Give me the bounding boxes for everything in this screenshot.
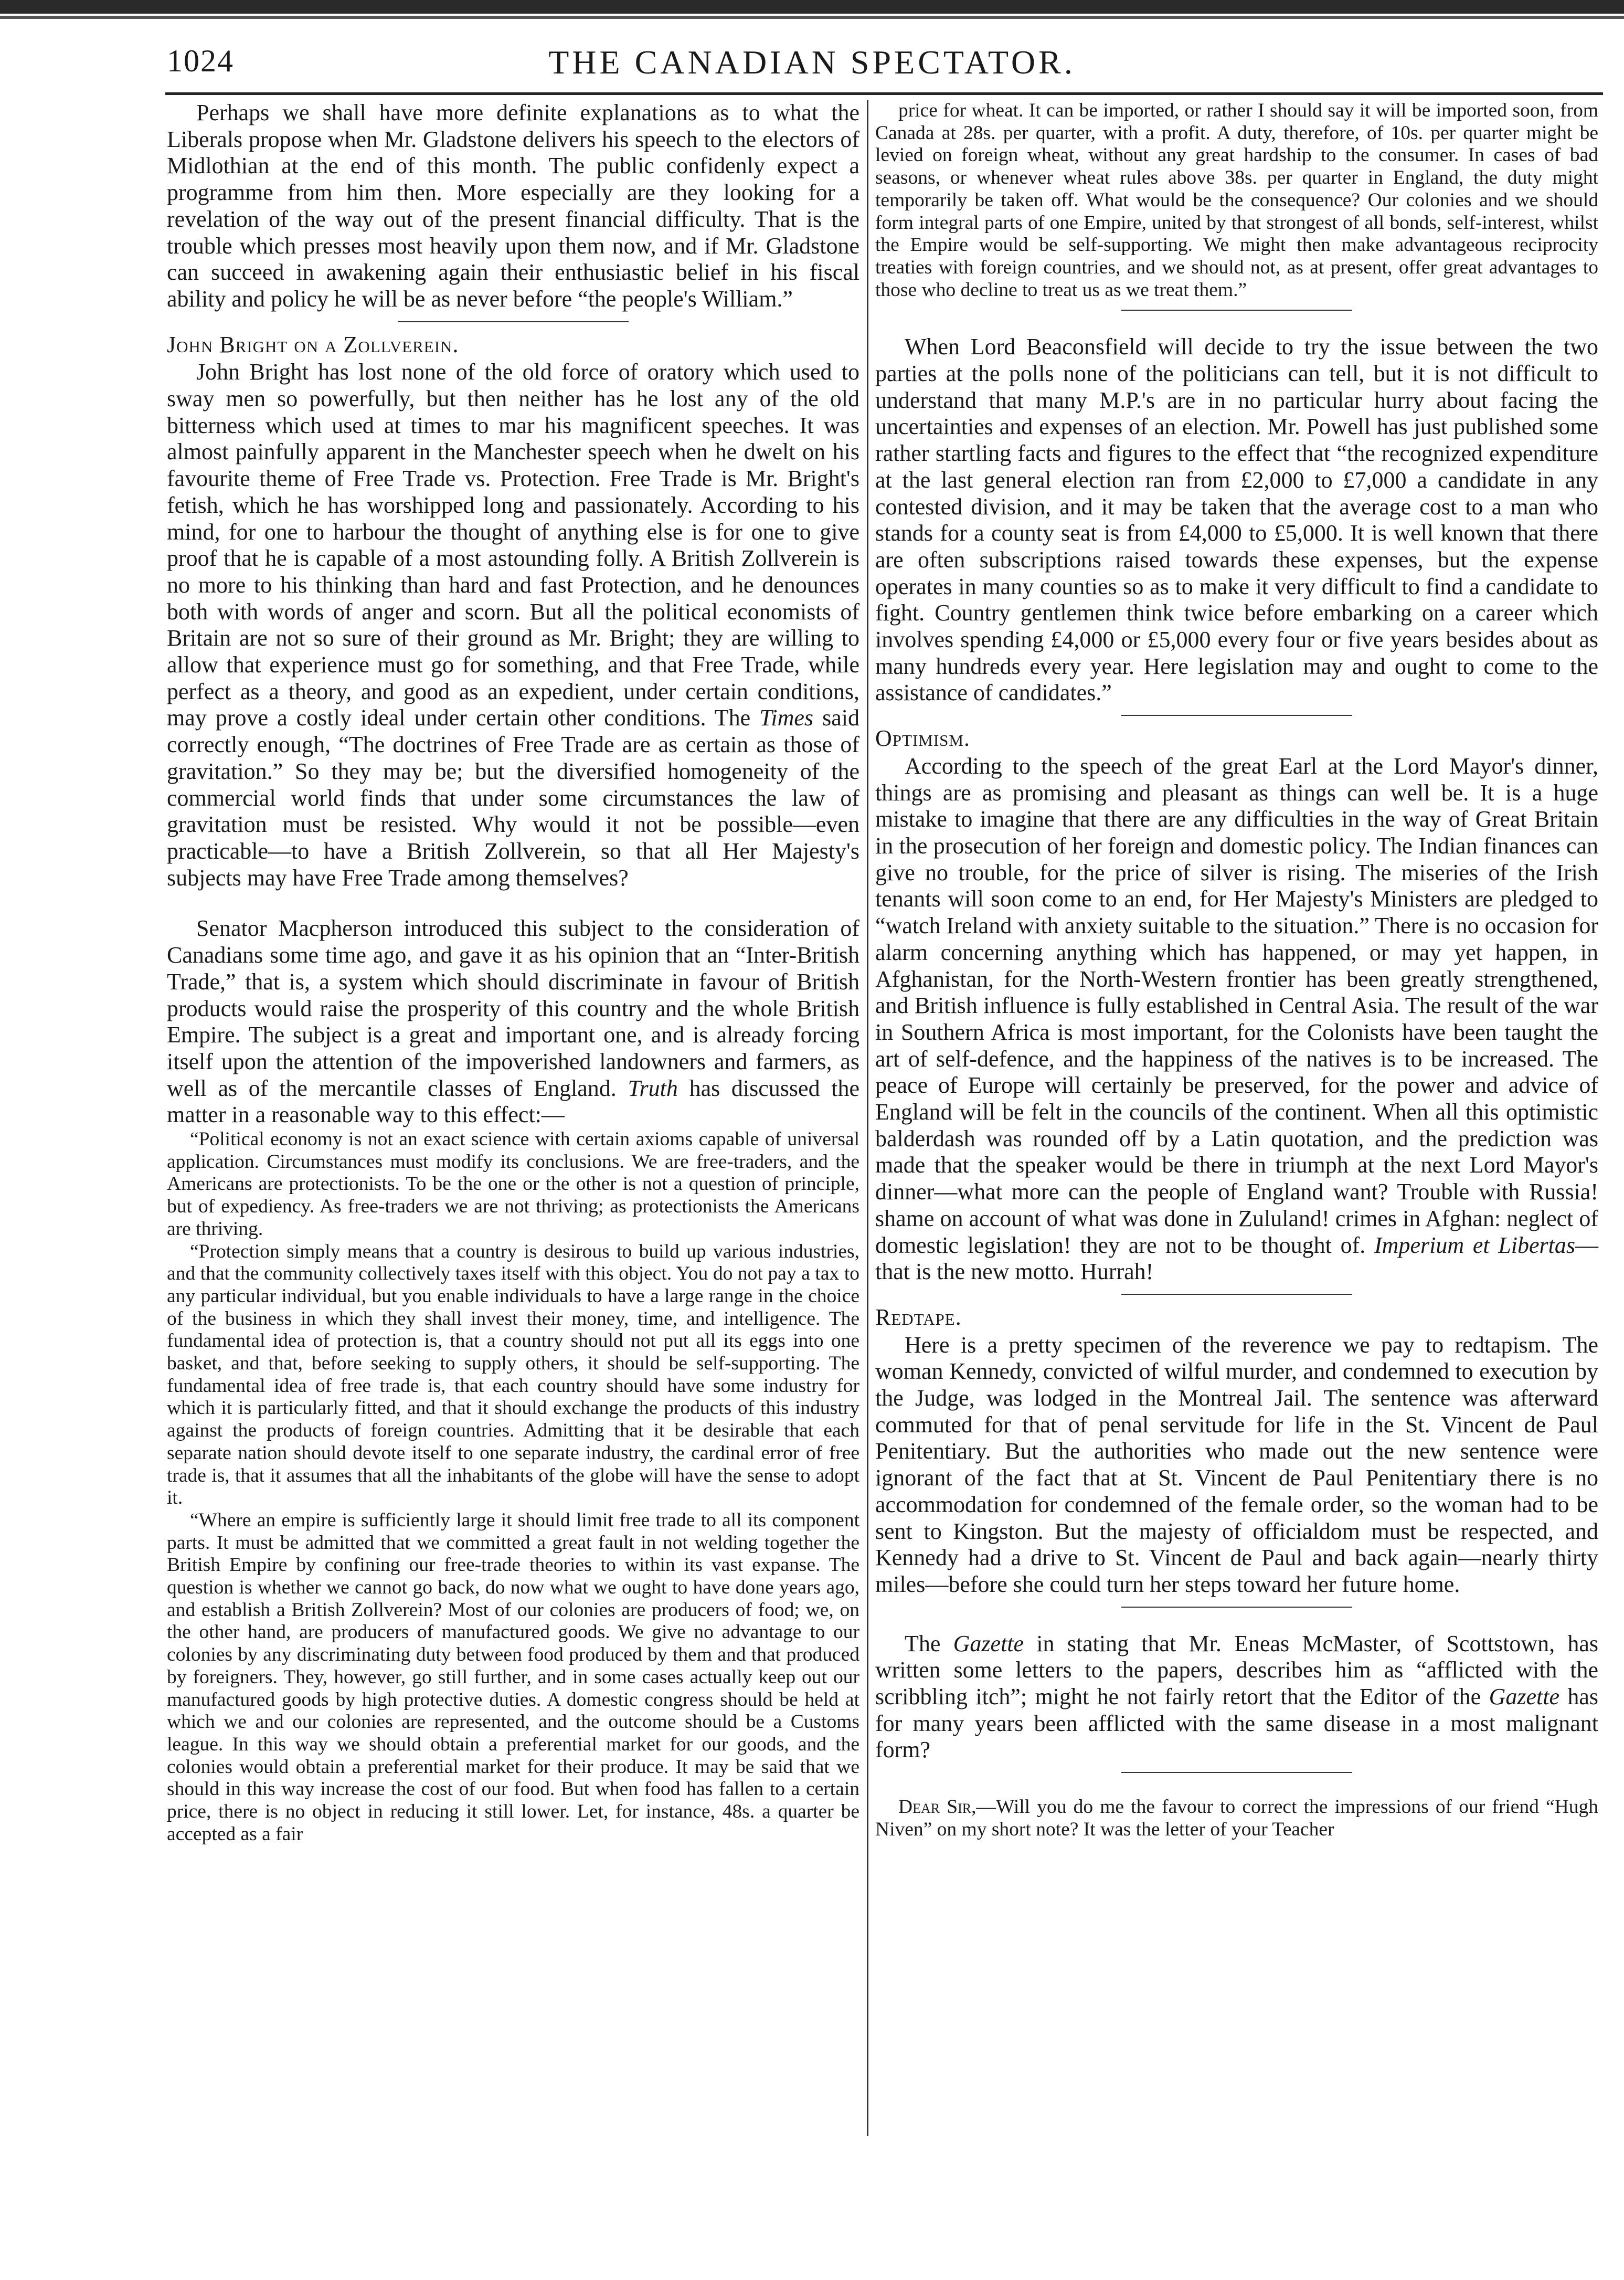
paragraph-gazette: The Gazette in stating that Mr. Eneas McMaster, of Scottstown, has written some letters to the papers, describes him as “afflicted with the scribbling itch”; might he not fairly retort that the Editor of the Gazette has for many years been afflicted with the same disease in a most malignant form? — [875, 1630, 1599, 1763]
heading-optimism: Optimism. — [875, 725, 970, 752]
left-column — [167, 100, 859, 1846]
paragraph-macpherson: Senator Macpherson introduced this subject to the consideration of Canadians some time ago, and gave it as his opinion that an “Inter-British Trade,” that is, a system which should discriminate in favour of British products would raise the prosperity of this country and the whole British Empire. The subject is a great and important one, and is already forcing itself upon the attention of the impoverished landowners and farmers, as well as of the mercantile classes of England. Truth has discussed the matter in a reasonable way to this effect:— — [167, 915, 860, 1128]
quote-protection: “Protection simply means that a country is desirous to build up various industries, and that the community collectively taxes itself with this object. You do not pay a tax to any particular individual, but you enable individuals to have a large range in the choice of the business in which they shall invest their money, time, and intelligence. The fundamental idea of protection is, that a country should not put all its eggs into one basket, and that, before seeking to supply others, it should be self-supporting. The fundamental idea of free trade is, that each country should have some industry for which it is particularly fitted, and that it should exchange the products of this industry against the products of foreign countries. Admitting that it be desirable that each separate nation should devote itself to one separate industry, the cardinal error of free trade is, that it assumes that all the inhabitants of the globe will have the sense to adopt it. — [167, 1240, 859, 1509]
section-separator — [1121, 1772, 1352, 1773]
masthead-title: THE CANADIAN SPECTATOR. — [548, 44, 1076, 81]
section-separator — [1121, 715, 1352, 716]
section-separator — [1121, 310, 1352, 311]
paragraph-optimism: According to the speech of the great Earl at the Lord Mayor's dinner, things are as promising and pleasant as things can well be. It is a huge mistake to imagine that there are any difficulties in the way of Great Britain in the prosecution of her foreign and domestic policy. The Indian finances can give no trouble, for the price of silver is rising. The miseries of the Irish tenants will soon come to an end, for Her Majesty's Ministers are pledged to “watch Ireland with anxiety suitable to the situation.” There is no occasion for alarm concerning anything which has happened, or may yet happen, in Afghanistan, for the North-Western frontier has been greatly strengthened, and British influence is fully established in Central Asia. The result of the war in Southern Africa is most important, for the Colonists have been taught the art of self-defence, and the happiness of the natives is to be increased. The peace of Europe will certainly be preserved, for the power and advice of England will be felt in the councils of the continent. When all this optimistic balderdash was rounded off by a Latin quotation, and the prediction was made that the speaker would be there in triumph at the next Lord Mayor's dinner—what more can the people of England want? Trouble with Russia! shame on account of what was done in Zululand! crimes in Afghan: neglect of domestic legislation! they are not to be thought of. Imperium et Libertas—that is the new motto. Hurrah! — [875, 753, 1599, 1285]
top-border-line — [0, 16, 1624, 19]
right-column — [875, 100, 1598, 1841]
quote-political-economy: “Political economy is not an exact science with certain axioms capable of universal application. Circumstances must modify its conclusions. We are free-traders, and the Americans are protectionists. To be the one or the other is not a question of principle, but of expediency. As free-traders we are not thriving; as protectionists the Americans are thriving. — [167, 1128, 859, 1240]
truth-quotation-continued — [875, 100, 1598, 301]
header-rule — [165, 92, 1603, 95]
paragraph-redtape: Here is a pretty specimen of the reverence we pay to redtapism. The woman Kennedy, convicted of wilful murder, and condemned to execution by the Judge, was lodged in the Montreal Jail. The sentence was afterward commuted for that of penal servitude for life in the St. Vincent de Paul Penitentiary. But the authorities who made out the new sentence were ignorant of the fact that at St. Vincent de Paul Penitentiary there is no accommodation for condemned of the female order, so the woman had to be sent to Kingston. But the majesty of officialdom must be respected, and Kennedy had a drive to St. Vincent de Paul and back again—nearly thirty miles—before she could turn her steps toward her future home. — [875, 1332, 1598, 1597]
section-separator — [1121, 1607, 1352, 1608]
section-separator — [398, 321, 629, 322]
letter-section — [875, 1796, 1598, 1841]
quote-empire: “Where an empire is sufficiently large it should limit free trade to all its component parts. It must be admitted that we committed a great fault in not welding together the British Empire by confining our free-trade theories to within its vast expanse. The question is whether we cannot go back, do now what we ought to have done years ago, and establish a British Zollverein? Most of our colonies are producers of food; we, on the other hand, are producers of manufactured goods. We give no advantage to our colonies by any discriminating duty between food produced by them and that produced by foreigners. They, however, go still further, and in some cases actually keep out our manufactured goods by high protective duties. A domestic congress should be held at which we and our colonies are represented, and the outcome should be a Customs league. In this way we should obtain a preferential market for our goods, and the colonies would obtain a preferential market for their produce. It may be said that we should in this way increase the cost of our food. But when food has fallen to a certain price, there is no object in reducing it still lower. Let, for instance, 48s. a quarter be accepted as a fair — [167, 1509, 859, 1845]
truth-quotation — [167, 1128, 859, 1846]
section-separator — [1121, 1294, 1352, 1295]
paragraph-john-bright: John Bright has lost none of the old force of oratory which used to sway men so powerfully, but then neither has he lost any of the old bitterness which used at times to mar his magnificent speeches. It was almost painfully apparent in the Manchester speech when he dwelt on his favourite theme of Free Trade vs. Protection. Free Trade is Mr. Bright's fetish, which he has worshipped long and passionately. According to his mind, for one to harbour the thought of anything else is for one to give proof that he is capable of a most astounding folly. A British Zollverein is no more to his thinking than hard and fast Protection, and he denounces both with words of anger and scorn. But all the political economists of Britain are not so sure of their ground as Mr. Bright; they are willing to allow that experience must go for something, and that Free Trade, while perfect as a theory, and good as an expedient, under certain conditions, may prove a costly ideal under certain other conditions. The Times said correctly enough, “The doctrines of Free Trade are as certain as those of gravitation.” So they may be; but the diversified homogeneity of the commercial world finds that under some circumstances the law of gravitation must be resisted. Why would it not be possible—even practicable—to have a British Zollverein, so that all Her Majesty's subjects may have Free Trade among themselves? — [167, 359, 860, 891]
heading-john-bright: John Bright on a Zollverein. — [167, 331, 459, 357]
letter-to-editor: Dear Sir,—Will you do me the favour to correct the impressions of our friend “Hugh Niven” on my short note? It was the letter of your Teacher — [875, 1796, 1598, 1840]
column-divider — [867, 100, 868, 2136]
top-border-band — [0, 0, 1624, 14]
quote-wheat-price: price for wheat. It can be imported, or rather I should say it will be imported soon, from Canada at 28s. per quarter, with a profit. A duty, therefore, of 10s. per quarter might be levied on foreign wheat, without any great hardship to the consumer. In cases of bad seasons, or whenever wheat rules above 38s. per quarter in England, the duty might temporarily be taken off. What would be the consequence? Our colonies and we should form integral parts of one Empire, united by that strongest of all bonds, self-interest, whilst the Empire would be self-supporting. We might then make advantageous reciprocity treaties with foreign countries, and we should not, as at present, offer great advantages to those who decline to treat us as we treat them.” — [875, 100, 1598, 301]
paragraph-beaconsfield: When Lord Beaconsfield will decide to try the issue between the two parties at the polls none of the politicians can tell, but it is not difficult to understand that many M.P.'s are in no particular hurry about facing the uncertainties and expenses of an election. Mr. Powell has just published some rather startling facts and figures to the effect that “the recognized expenditure at the last general election ran from £2,000 to £7,000 a candidate in any contested division, and it may be taken that the average cost to a man who stands for a county seat is from £4,000 to £5,000. It is well known that there are often subscriptions raised towards these expenses, but the expense operates in many counties so as to make it very difficult to find a candidate to fight. Country gentlemen think twice before embarking on a career which involves spending £4,000 or £5,000 every four or five years besides about as many hundreds every year. Here legislation may and ought to come to the assistance of candidates.” — [875, 334, 1598, 706]
page-number: 1024 — [167, 44, 234, 78]
heading-redtape: Redtape. — [875, 1304, 962, 1330]
paragraph-gladstone: Perhaps we shall have more definite explanations as to what the Liberals propose when Mr. Gladstone delivers his speech to the electors of Midlothian at the end of this month. The public confidenly expect a programme from him then. More especially are they looking for a revelation of the way out of the present financial difficulty. That is the trouble which presses most heavily upon them now, and if Mr. Gladstone can succeed in awakening again their enthusiastic belief in his fiscal ability and policy he will be as never before “the people's William.” — [167, 100, 859, 312]
